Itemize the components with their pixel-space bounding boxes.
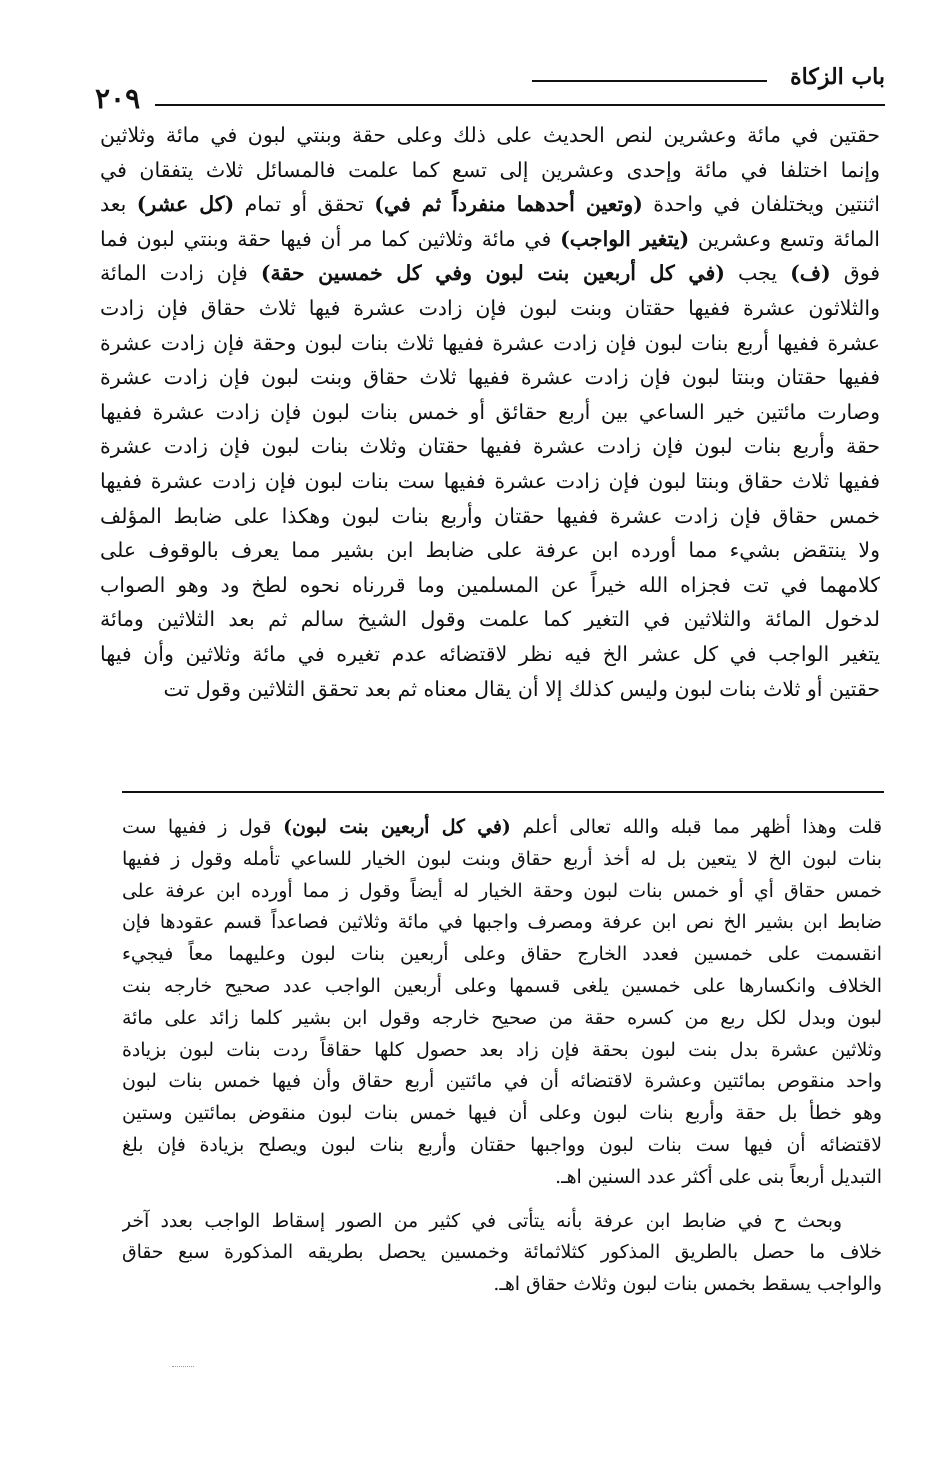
header-rule (155, 104, 885, 106)
main-text-line (100, 360, 880, 395)
text-segment: حقتين في مائة وعشرين لنص الحديث على ذلك وعلى حقة وبنتي لبون في مائة وثلاثين (100, 123, 880, 147)
text-segment: حقتين أو ثلاث بنات لبون وليس كذلك إلا أن يقال معناه ثم بعد تحقق الثلاثين وقول تت (163, 676, 880, 701)
text-segment: لدخول المائة والثلاثين في التغير كما علمت وقول الشيخ سالم ثم بعد الثلاثين ومائة (100, 607, 880, 632)
paragraph-gap (122, 1194, 882, 1206)
bold-matn-quote: (ف) (790, 261, 831, 286)
text-segment: قلت وهذا أظهر مما قبله والله تعالى أعلم (510, 817, 882, 838)
main-text-line (100, 568, 880, 603)
notes-text-line (122, 1066, 882, 1098)
text-segment: والواجب يسقط بخمس بنات لبون وثلاث حقاق اهـ. (493, 1274, 882, 1296)
commentary-notes (122, 812, 882, 1301)
bold-matn-quote: (كل عشر) (136, 192, 235, 217)
text-segment: وبحث ح في ضابط ابن عرفة بأنه يتأتى في كثير من الصور إسقاط الواجب بعدد آخر (122, 1210, 842, 1232)
bold-matn-quote: (في كل أربعين بنت لبون) (283, 816, 511, 838)
main-text-line (100, 464, 880, 499)
page-header (95, 60, 885, 120)
main-text-line (100, 118, 880, 153)
text-segment: لبون وبدل لكل ربع من كسره حقة من صحيح خارجه وقول ابن بشير كلما زائد على مائة (122, 1007, 882, 1029)
text-segment: عشرة ففيها أربع بنات لبون فإن زادت عشرة ففيها ثلاث بنات لبون وحقة فإن زادت عشرة (100, 330, 880, 355)
text-segment: وثلاثين عشرة بدل بنت لبون بحقة فإن زاد بعد حصول كلها حقاقاً ردت بنات لبون بزيادة (122, 1039, 882, 1061)
text-segment: لاقتضائه أن فيها ست بنات لبون وواجبها حقتان وأربع بنات لبون ويصلح بزيادة فإن بلغ (122, 1134, 882, 1156)
text-segment: ضابط ابن بشير الخ نص ابن عرفة ومصرف واجبها في مائة وثلاثين فصاعداً قسم عقودها فإن (122, 912, 882, 934)
notes-text-line (122, 971, 882, 1003)
text-segment: تحقق أو تمام (234, 192, 375, 217)
bold-matn-quote: (في كل أربعين بنت لبون وفي كل خمسين حقة) (260, 261, 726, 286)
notes-text-line (122, 939, 882, 971)
text-segment: فوق (830, 261, 880, 286)
text-segment: والثلاثون عشرة ففيها حقتان وبنت لبون فإن زادت عشرة فيها ثلاث حقاق فإن زادت (100, 295, 880, 320)
text-segment: خمس حقاق أي أو خمس بنات لبون وحقة الخيار له أيضاً وقول ز مما أورده ابن عرفة على (122, 880, 882, 902)
main-text-line (100, 187, 880, 222)
main-text-line (100, 637, 880, 672)
notes-text-line (122, 1237, 882, 1269)
text-segment: كلامهما في تت فجزاه الله خيراً عن المسلمين وما قررناه نحوه لطخ ود وهو الصواب (100, 572, 880, 597)
text-segment: قول ز ففيها ست (122, 817, 284, 838)
text-segment: ففيها حقتان وبنتا لبون فإن زادت عشرة ففيها ثلاث حقاق وبنت لبون فإن زادت عشرة (100, 365, 880, 390)
main-text-line (100, 429, 880, 464)
footnote-divider (122, 791, 884, 793)
header-title-rule (532, 80, 767, 82)
chapter-title: باب الزكاة (790, 64, 885, 90)
main-text-line (100, 256, 880, 291)
text-segment: في مائة وثلاثين كما مر أن فيها حقة وبنتي لبون فما (100, 226, 561, 251)
text-segment: خلاف ما حصل بالطريق المذكور كثلاثمائة وخمسين يحصل بطريقه المذكورة سبع حقاق (122, 1242, 882, 1264)
notes-text-line (122, 1206, 882, 1238)
text-segment: يجب (725, 261, 791, 286)
main-text-line (100, 499, 880, 534)
notes-text-line (122, 1130, 882, 1162)
text-segment: بنات لبون الخ لا يتعين بل له أخذ أربع حقاق وبنت لبون الخيار للساعي تأمله وقول ز ففيها (122, 848, 882, 870)
main-text-line (100, 533, 880, 568)
main-text-line (100, 672, 880, 707)
notes-text-line (122, 907, 882, 939)
main-text-line (100, 602, 880, 637)
text-segment: وإنما اختلفا في مائة وإحدى وعشرين إلى تسع كما علمت فالمسائل ثلاث يتفقان في (100, 157, 880, 182)
bold-matn-quote: (يتغير الواجب) (560, 226, 690, 251)
main-text-line (100, 291, 880, 326)
main-text-line (100, 326, 880, 361)
notes-text-line (122, 1003, 882, 1035)
text-segment: وصارت مائتين خير الساعي بين أربع حقائق أو خمس بنات لبون فإن زادت عشرة ففيها (100, 399, 880, 424)
text-segment: بعد (100, 192, 137, 217)
page-number: ٢٠٩ (95, 82, 141, 115)
notes-text-line (122, 1269, 882, 1301)
notes-text-line (122, 1035, 882, 1067)
main-text-line (100, 222, 880, 257)
text-segment: ولا ينتقض بشيء مما أورده ابن عرفة على ضابط ابن بشير مما يعرف بالوقوف على (100, 538, 880, 563)
text-segment: فإن زادت المائة (100, 261, 261, 286)
text-segment: ففيها ثلاث حقاق وبنتا لبون فإن زادت عشرة ففيها ست بنات لبون فإن زادت عشرة ففيها (100, 468, 880, 493)
main-text (100, 118, 880, 706)
notes-text-line (122, 844, 882, 876)
text-segment: حقة وأربع بنات لبون فإن زادت عشرة ففيها حقتان وثلاث بنات لبون فإن زادت عشرة (100, 434, 880, 459)
main-text-line (100, 395, 880, 430)
notes-text-line (122, 876, 882, 908)
text-segment: وهو خطأ بل حقة وأربع بنات لبون وعلى أن فيها خمس بنات لبون منقوض بمائتين وستين (122, 1103, 882, 1125)
bold-matn-quote: (وتعين أحدهما منفرداً ثم في) (374, 192, 643, 217)
text-segment: التبديل أربعاً بنى على أكثر عدد السنين اهـ. (555, 1166, 882, 1188)
text-segment: يتغير الواجب في كل عشر الخ فيه نظر لاقتضائه عدم تغيره في مائة وثلاثين وأن فيها (100, 641, 880, 666)
notes-text-line (122, 1162, 882, 1194)
notes-text-line (122, 1098, 882, 1130)
text-segment: اثنتين ويختلفان في واحدة (642, 192, 880, 217)
text-segment: الخلاف وانكسارها على خمسين يلغى قسمها وعلى أربعين الواجب عدد صحيح خارجه بنت (122, 975, 882, 997)
text-segment: واحد منقوص بمائتين وعشرة لاقتضائه أن في مائتين أربع حقاق وأن فيها خمس بنات لبون (122, 1071, 882, 1093)
main-text-line (100, 153, 880, 188)
scan-speck (172, 1366, 194, 1367)
notes-text-line (122, 812, 882, 844)
text-segment: المائة وتسع وعشرين (689, 226, 880, 251)
text-segment: خمس حقاق فإن زادت عشرة ففيها حقتان وأربع بنات لبون وهكذا على ضابط المؤلف (100, 503, 880, 528)
text-segment: انقسمت على خمسين فعدد الخارج حقاق وعلى أربعين بنات لبون وعليهما معاً فيجيء (122, 944, 882, 966)
